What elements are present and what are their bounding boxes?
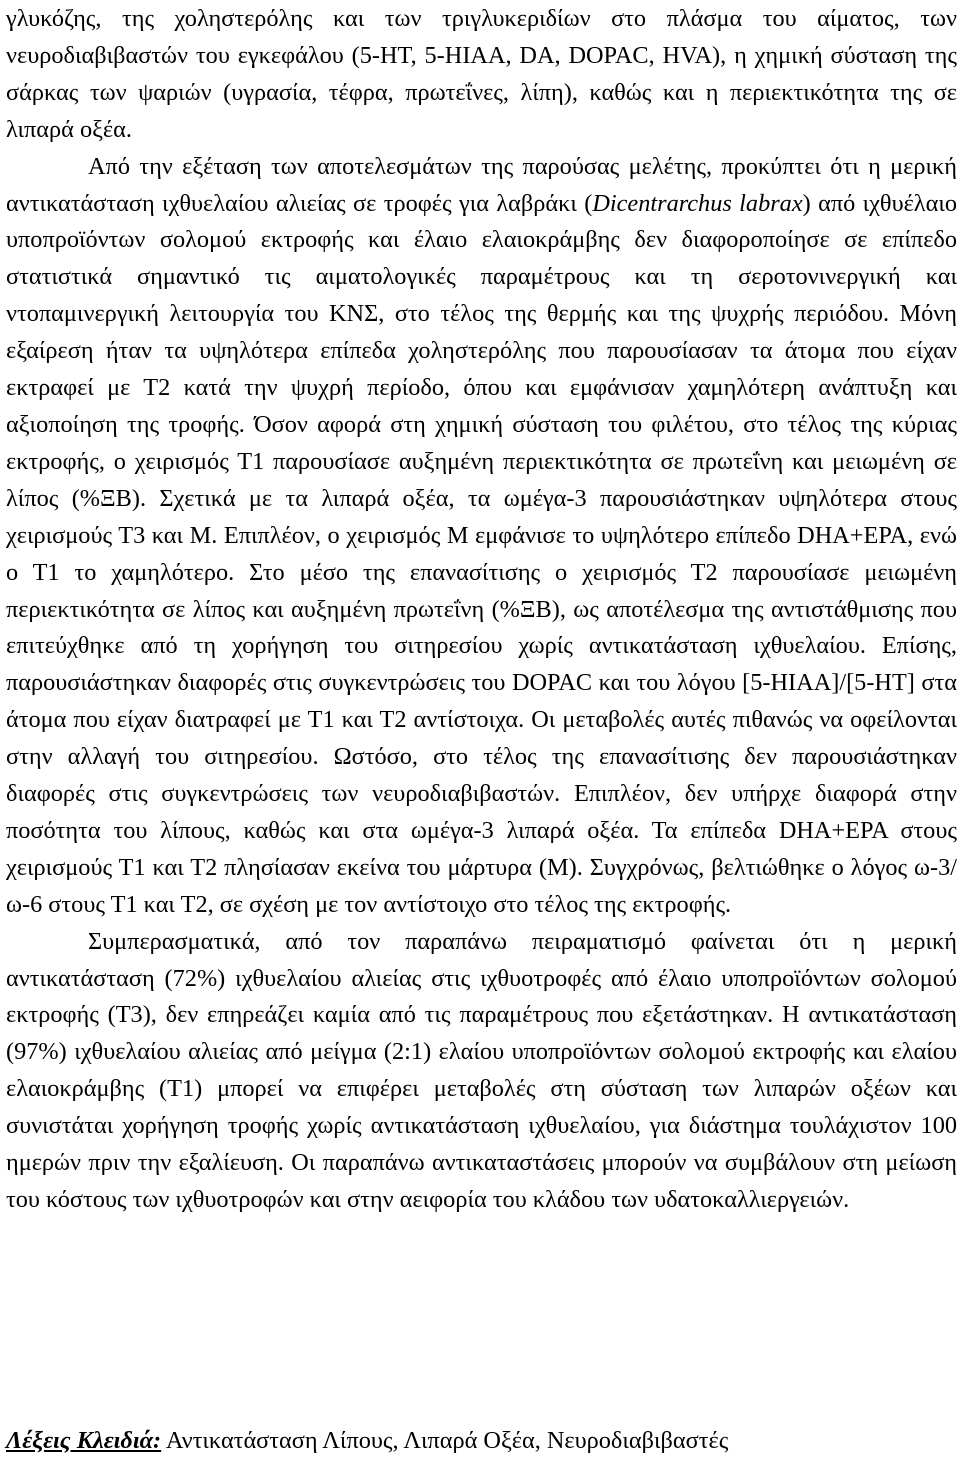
document-page <box>6 0 958 1454</box>
keywords-line <box>6 1425 728 1457</box>
paragraph-text: ) από ιχθυέλαιο υποπροϊόντων σολομού εκτροφής και έλαιο ελαιοκράμβης δεν διαφοροποίησε σε επίπεδο στατιστικά σημαντικό τις αιματολογικές παραμέτρους και τη σεροτονινεργική και ντοπαμινεργική λειτουργία του ΚΝΣ, στο τέλος της θερμής και της ψυχρής περιόδου. Μόνη εξαίρεση ήταν τα υψηλότερα επίπεδα χοληστερόλης που παρουσίασαν τα άτομα που είχαν εκτραφεί με Τ2 κατά την ψυχρή περίοδο, όπου και εμφάνισαν χαμηλότερη ανάπτυξη και αξιοποίηση της τροφής. Όσον αφορά στη χημική σύσταση του φιλέτου, στο τέλος της κύριας εκτροφής, ο χειρισμός Τ1 παρουσίασε αυξημένη περιεκτικότητα σε πρωτεΐνη και μειωμένη σε λίπος (%ΞΒ). Σχετικά με τα λιπαρά οξέα, τα ωμέγα-3 παρουσιάστηκαν υψηλότερα στους χειρισμούς Τ3 και Μ. Επιπλέον, ο χειρισμός Μ εμφάνισε το υψηλότερο επίπεδο DHA+EPA, ενώ ο Τ1 το χαμηλότερο. Στο μέσο της επανασίτισης ο χειρισμός Τ2 παρουσίασε μειωμένη περιεκτικότητα σε λίπος και αυξημένη πρωτεΐνη (%ΞΒ), ως αποτέλεσμα της αντιστάθμισης που επιτεύχθηκε από τη χορήγηση του σιτηρεσίου χωρίς αντικατάσταση ιχθυελαίου. Επίσης, παρουσιάστηκαν διαφορές στις συγκεντρώσεις του DOPAC και του λόγου [5-HIAA]/[5-HT] στα άτομα που είχαν διατραφεί με Τ1 και Τ2 αντίστοιχα. Οι μεταβολές αυτές πιθανώς να οφείλονται στην αλλαγή του σιτηρεσίου. Ωστόσο, στο τέλος της επανασίτισης δεν παρουσιάστηκαν διαφορές στις συγκεντρώσεις των νευροδιαβιβαστών. Επιπλέον, δεν υπήρχε διαφορά στην ποσότητα του λίπους, καθώς και στα ωμέγα-3 λιπαρά οξέα. Τα επίπεδα DHA+EPA στους χειρισμούς Τ1 και Τ2 πλησίασαν εκείνα του μάρτυρα (Μ). Συγχρόνως, βελτιώθηκε ο λόγος ω-3/ω-6 στους Τ1 και Τ2, σε σχέση με τον αντίστοιχο στο τέλος της εκτροφής. <box>6 189 958 918</box>
paragraph-text: Από την εξέταση των αποτελεσμάτων της παρούσας μελέτης, προκύπτει ότι η μερική αντικατάσταση ιχθυελαίου αλιείας σε τροφές για λαβράκι ( <box>6 152 957 217</box>
paragraph-text: γλυκόζης, της χοληστερόλης και των τριγλυκεριδίων στο πλάσμα του αίματος, των νευροδιαβιβαστών του εγκεφάλου (5-HT, 5-HIAA, DA, DOPAC, HVA), η χημική σύσταση της σάρκας των ψαριών (υγρασία, τέφρα, πρωτεΐνες, λίπη), καθώς και η περιεκτικότητα της σε λιπαρά οξέα. <box>6 5 957 143</box>
keywords-label: Λέξεις Κλειδιά: <box>6 1427 162 1454</box>
paragraph-text: Συμπερασματικά, από τον παραπάνω πειραματισμό φαίνεται ότι η μερική αντικατάσταση (72%) ιχθυελαίου αλιείας στις ιχθυοτροφές από έλαιο υποπροϊόντων σολομού εκτροφής (Τ3), δεν επηρεάζει καμία από τις παραμέτρους που εξετάστηκαν. Η αντικατάσταση (97%) ιχθυελαίου αλιείας από μείγμα (2:1) ελαίου υποπροϊόντων σολομού εκτροφής και ελαίου ελαιοκράμβης (Τ1) μπορεί να επιφέρει μεταβολές στη σύσταση των λιπαρών οξέων και συνιστάται χορήγηση τροφής χωρίς αντικατάσταση ιχθυελαίου, για διάστημα τουλάχιστον 100 ημερών πριν την εξαλίευση. Οι παραπάνω αντικαταστάσεις μπορούν να συμβάλουν στη μείωση του κόστους των ιχθυοτροφών και στην αειφορία του κλάδου των υδατοκαλλιεργειών. <box>6 927 957 1213</box>
paragraph-results <box>6 149 957 924</box>
species-name: Dicentrarchus labrax <box>592 189 803 217</box>
keywords-values: Αντικατάσταση Λίπους, Λιπαρά Οξέα, Νευροδιαβιβαστές <box>165 1427 729 1454</box>
paragraph-conclusion <box>6 924 957 1219</box>
paragraph-continuation <box>6 1 957 149</box>
